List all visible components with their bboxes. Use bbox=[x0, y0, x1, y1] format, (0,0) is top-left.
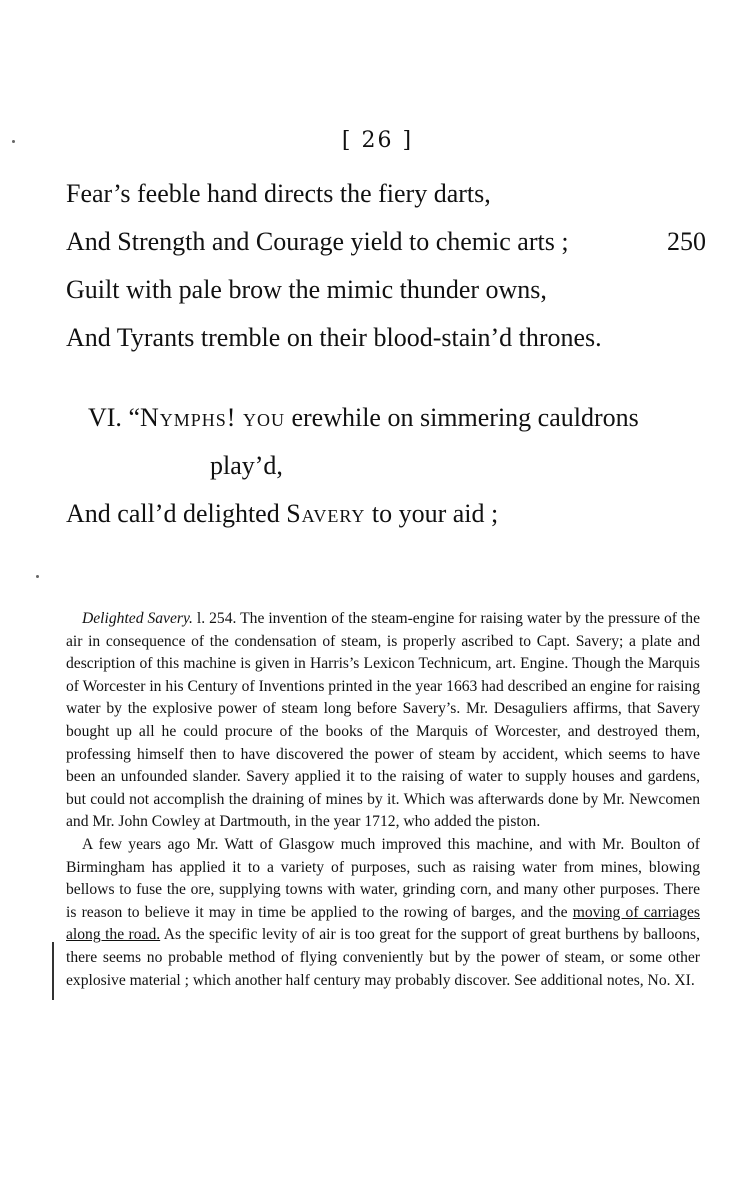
verse-text: And call’d delighted bbox=[66, 499, 280, 528]
footnote-heading: Delighted Savery. bbox=[82, 610, 193, 627]
footnote-line-ref: l. 254. bbox=[196, 610, 237, 627]
nymphs-word: Nymphs! bbox=[139, 403, 237, 432]
verse-text: And Tyrants tremble on their blood-stain’d thrones. bbox=[66, 323, 602, 352]
verse-line-continuation bbox=[66, 442, 706, 490]
verse-stanza-2 bbox=[66, 394, 706, 538]
margin-pencil-mark bbox=[52, 942, 54, 1000]
verse-text: Fear’s feeble hand directs the fiery darts, bbox=[66, 179, 491, 208]
verse-line bbox=[66, 266, 706, 314]
section-numeral: VI. bbox=[88, 403, 122, 432]
paper-speck bbox=[12, 140, 15, 143]
verse-line bbox=[66, 218, 706, 266]
verse-line bbox=[66, 314, 706, 362]
footnote-paragraph-1 bbox=[66, 608, 700, 834]
verse-text: to your aid ; bbox=[371, 499, 499, 528]
footnote-body: The invention of the steam-engine for raising water by the pressure of the air in consequence of the condensation of steam, is properly ascribed to Capt. Savery; a plate and description of this machine is given in Harris’s Lexicon Technicum, art. Engine. Though the Marquis of Worcester in his Century of Inventions printed in the year 1663 had described an engine for raising water by the explosive power of steam long before Savery’s. Mr. Desaguliers affirms, that Savery bought up all he could procure of the books of the Marquis of Worcester, and destroyed them, professing himself then to have discovered the power of steam by accident, which seems to have been an unfounded slander. Savery applied it to the raising of water to supply houses and gardens, but could not accomplish the draining of mines by it. Which was afterwards done by Mr. Newcomen and Mr. John Cowley at Dartmouth, in the year 1712, who added the piston. bbox=[66, 610, 701, 831]
verse-text: play’d, bbox=[210, 451, 283, 480]
footnote-body: A few years ago Mr. Watt of Glasgow much improved this machine, and with Mr. Boulton of Birmingham has applied it to a variety of purposes, such as raising water from mines, blowing bellows to fuse the ore, supplying towns with water, grinding corn, and many other purposes. There is reason to believe it may in time be applied to the rowing of barges, and the bbox=[66, 835, 700, 921]
verse-line bbox=[66, 170, 706, 218]
paper-speck bbox=[36, 575, 39, 578]
verse-stanza-1 bbox=[66, 170, 706, 362]
verse-line bbox=[66, 394, 706, 442]
underlined-phrase: moving of carriages along the road. bbox=[66, 903, 700, 944]
you-word: you bbox=[242, 403, 285, 432]
line-number: 250 bbox=[667, 227, 706, 256]
footnote-body: As the specific levity of air is too great for the support of great burthens by balloons, there seems no probable method of flying conveniently but by the power of steam, or some other explosive material ; which another half century may probably discover. See additional notes, No. XI. bbox=[66, 926, 700, 989]
verse-line bbox=[66, 490, 706, 538]
verse-text: Guilt with pale brow the mimic thunder owns, bbox=[66, 275, 547, 304]
footnote bbox=[66, 608, 700, 992]
savery-name: Savery bbox=[286, 499, 366, 528]
verse-text: And Strength and Courage yield to chemic arts ; bbox=[66, 227, 569, 256]
open-quote: “ bbox=[128, 403, 140, 432]
page-number: [ 26 ] bbox=[341, 128, 414, 153]
verse-text: erewhile on simmering cauldrons bbox=[291, 403, 639, 432]
footnote-paragraph-2 bbox=[66, 834, 700, 992]
